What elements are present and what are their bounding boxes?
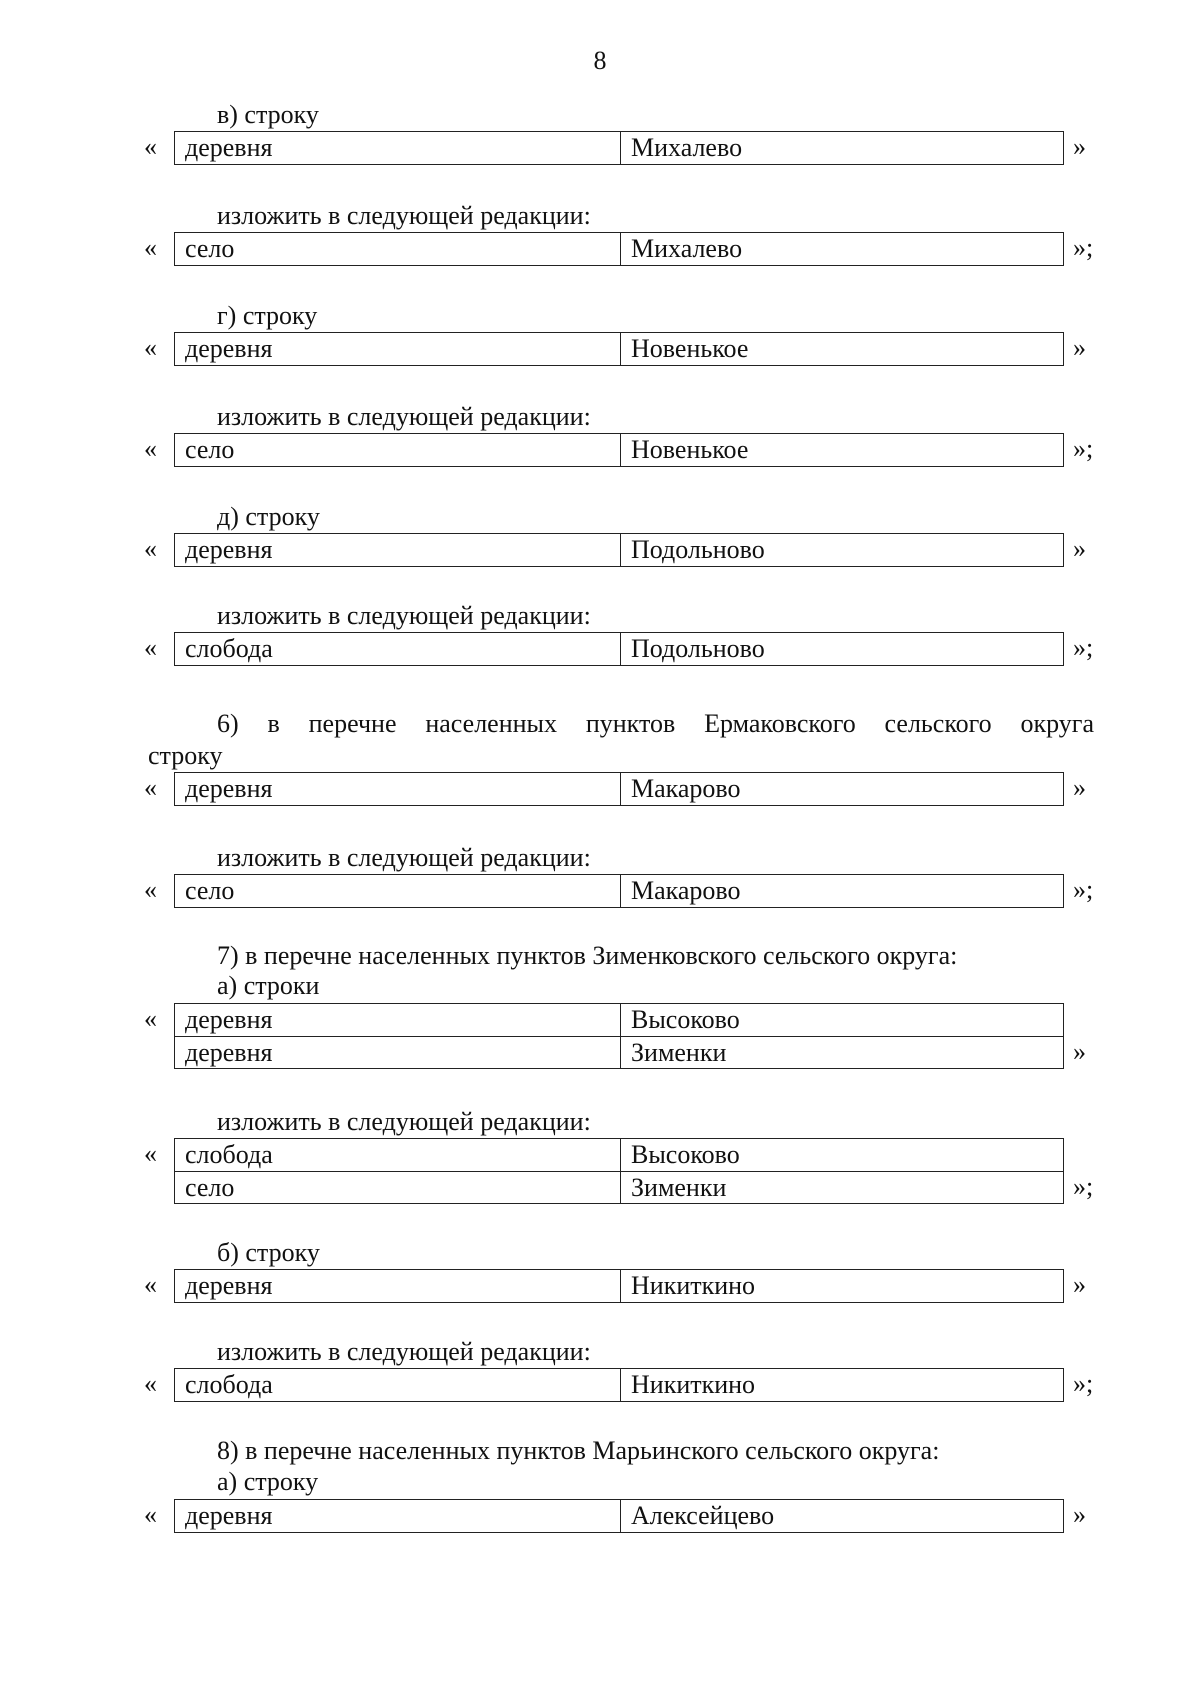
settlement-type-cell: деревня bbox=[175, 1037, 621, 1068]
settlement-table bbox=[174, 131, 1064, 165]
quote-close: »; bbox=[1073, 434, 1094, 463]
settlement-name-cell: Макарово bbox=[631, 876, 741, 905]
quote-close: »; bbox=[1073, 1172, 1094, 1201]
quote-close: »; bbox=[1073, 233, 1094, 262]
settlement-type-cell: деревня bbox=[175, 1270, 621, 1302]
table-row bbox=[175, 1139, 1063, 1171]
clause-label: в) строку bbox=[217, 100, 319, 129]
settlement-type-cell: деревня bbox=[175, 1500, 621, 1532]
paragraph-continuation: строку bbox=[148, 741, 223, 770]
settlement-name-cell: Высоково bbox=[631, 1005, 740, 1034]
clause-paragraph bbox=[148, 708, 1094, 772]
table-row bbox=[175, 434, 1063, 466]
table-row bbox=[175, 132, 1063, 164]
quote-open: « bbox=[144, 434, 157, 463]
clause-label: изложить в следующей редакции: bbox=[217, 1107, 591, 1136]
settlement-name-cell: Алексейцево bbox=[631, 1501, 775, 1530]
clause-label: б) строку bbox=[217, 1238, 320, 1267]
clause-label: д) строку bbox=[217, 502, 320, 531]
settlement-name-cell: Михалево bbox=[631, 133, 743, 162]
table-row bbox=[175, 875, 1063, 907]
settlement-name-cell: Подольново bbox=[631, 535, 765, 564]
quote-open: « bbox=[144, 233, 157, 262]
settlement-type-cell: слобода bbox=[175, 1369, 621, 1401]
table-row bbox=[175, 1004, 1063, 1036]
clause-label: изложить в следующей редакции: bbox=[217, 201, 591, 230]
clause-label: а) строку bbox=[217, 1467, 319, 1496]
settlement-name-cell: Новенькое bbox=[631, 334, 749, 363]
settlement-table bbox=[174, 1499, 1064, 1533]
settlement-type-cell: деревня bbox=[175, 132, 621, 164]
quote-close: » bbox=[1073, 773, 1086, 802]
settlement-table bbox=[174, 232, 1064, 266]
table-row bbox=[175, 233, 1063, 265]
table-row bbox=[175, 333, 1063, 365]
table-row bbox=[175, 633, 1063, 665]
settlement-name-cell: Подольново bbox=[631, 634, 765, 663]
quote-close: » bbox=[1073, 534, 1086, 563]
quote-open: « bbox=[144, 773, 157, 802]
quote-open: « bbox=[144, 132, 157, 161]
settlement-table bbox=[174, 632, 1064, 666]
quote-open: « bbox=[144, 1369, 157, 1398]
table-row bbox=[175, 1270, 1063, 1302]
quote-close: » bbox=[1073, 132, 1086, 161]
settlement-table bbox=[174, 433, 1064, 467]
settlement-type-cell: слобода bbox=[175, 1139, 621, 1171]
paragraph-first-line: 6) в перечне населенных пунктов Ермаковского сельского округа bbox=[217, 709, 1094, 738]
settlement-type-cell: деревня bbox=[175, 1004, 621, 1036]
table-row bbox=[175, 534, 1063, 566]
quote-close: »; bbox=[1073, 1369, 1094, 1398]
clause-label: изложить в следующей редакции: bbox=[217, 402, 591, 431]
settlement-name-cell: Новенькое bbox=[631, 435, 749, 464]
page-number: 8 bbox=[593, 46, 607, 75]
quote-close: » bbox=[1073, 1270, 1086, 1299]
table-row bbox=[175, 1369, 1063, 1401]
settlement-name-cell: Макарово bbox=[631, 774, 741, 803]
section-intro: 7) в перечне населенных пунктов Зименковского сельского округа: bbox=[217, 941, 958, 970]
settlement-name-cell: Зименки bbox=[631, 1038, 727, 1067]
quote-open: « bbox=[144, 633, 157, 662]
section-intro: 8) в перечне населенных пунктов Марьинского сельского округа: bbox=[217, 1436, 940, 1465]
clause-label: г) строку bbox=[217, 301, 318, 330]
settlement-table bbox=[174, 1368, 1064, 1402]
settlement-table bbox=[174, 772, 1064, 806]
quote-open: « bbox=[144, 534, 157, 563]
quote-close: » bbox=[1073, 1500, 1086, 1529]
settlement-table bbox=[174, 1269, 1064, 1303]
settlement-type-cell: деревня bbox=[175, 773, 621, 805]
clause-label: изложить в следующей редакции: bbox=[217, 843, 591, 872]
settlement-table bbox=[174, 874, 1064, 908]
settlement-table bbox=[174, 1138, 1064, 1204]
quote-open: « bbox=[144, 1139, 157, 1168]
clause-label: а) строки bbox=[217, 971, 320, 1000]
settlement-name-cell: Никиткино bbox=[631, 1271, 756, 1300]
settlement-type-cell: деревня bbox=[175, 534, 621, 566]
settlement-type-cell: село bbox=[175, 434, 621, 466]
quote-open: « bbox=[144, 333, 157, 362]
settlement-type-cell: слобода bbox=[175, 633, 621, 665]
quote-open: « bbox=[144, 1270, 157, 1299]
quote-close: » bbox=[1073, 333, 1086, 362]
quote-close: » bbox=[1073, 1037, 1086, 1066]
settlement-name-cell: Михалево bbox=[631, 234, 743, 263]
settlement-name-cell: Высоково bbox=[631, 1140, 740, 1169]
quote-open: « bbox=[144, 1004, 157, 1033]
quote-close: »; bbox=[1073, 875, 1094, 904]
settlement-name-cell: Зименки bbox=[631, 1173, 727, 1202]
settlement-name-cell: Никиткино bbox=[631, 1370, 756, 1399]
settlement-type-cell: село bbox=[175, 233, 621, 265]
clause-label: изложить в следующей редакции: bbox=[217, 601, 591, 630]
table-row bbox=[175, 1171, 1063, 1203]
clause-label: изложить в следующей редакции: bbox=[217, 1337, 591, 1366]
quote-open: « bbox=[144, 875, 157, 904]
settlement-table bbox=[174, 332, 1064, 366]
quote-open: « bbox=[144, 1500, 157, 1529]
quote-close: »; bbox=[1073, 633, 1094, 662]
settlement-table bbox=[174, 533, 1064, 567]
settlement-type-cell: деревня bbox=[175, 333, 621, 365]
table-row bbox=[175, 1036, 1063, 1068]
settlement-type-cell: село bbox=[175, 875, 621, 907]
settlement-type-cell: село bbox=[175, 1172, 621, 1203]
table-row bbox=[175, 773, 1063, 805]
settlement-table bbox=[174, 1003, 1064, 1069]
table-row bbox=[175, 1500, 1063, 1532]
